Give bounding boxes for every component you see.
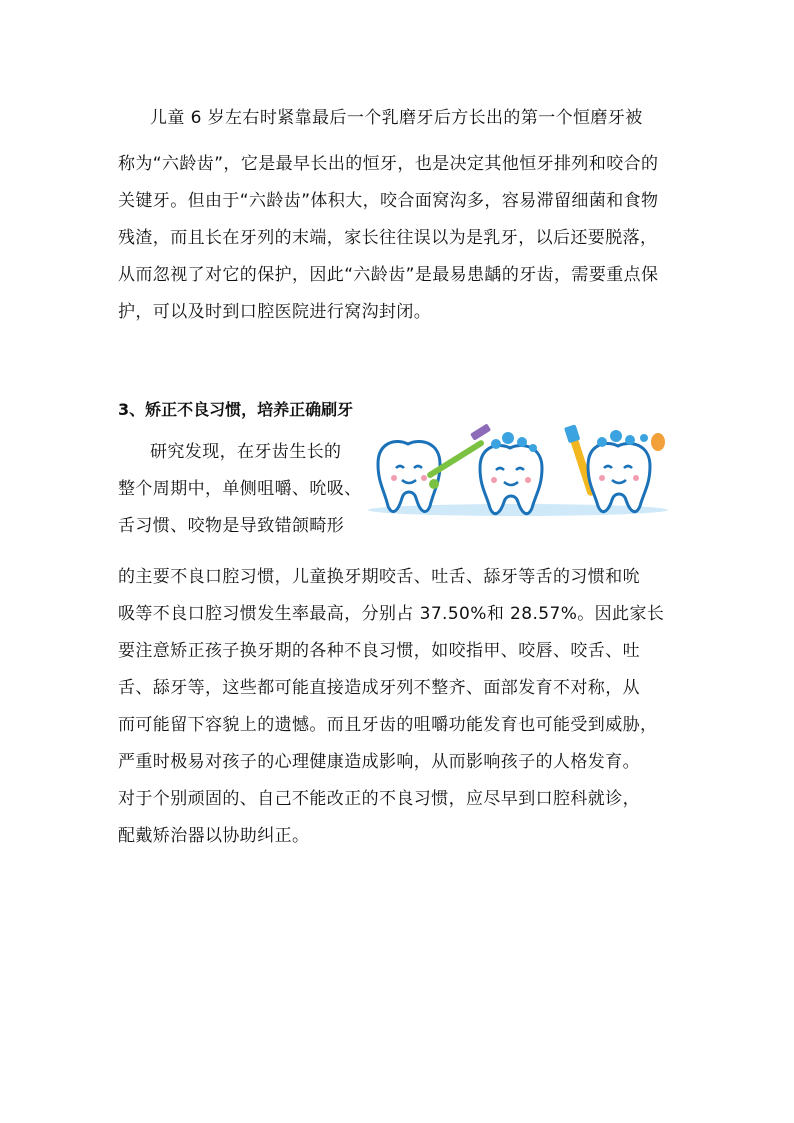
section3-line-7: 舌、舔牙等，这些都可能直接造成牙列不整齐、面部发育不对称，从 [118, 678, 640, 698]
tooth-middle-icon [480, 432, 542, 514]
section3-line-5: 吸等不良口腔习惯发生率最高，分别占 37.50%和 28.57%。因此家长 [118, 604, 665, 624]
paragraph1-line-6: 护，可以及时到口腔医院进行窝沟封闭。 [118, 302, 432, 322]
paragraph1-line-4: 残渣，而且长在牙列的末端，家长往往误以为是乳牙，以后还要脱落， [118, 228, 658, 248]
paragraph1-line-1: 儿童 6 岁左右时紧靠最后一个乳磨牙后方长出的第一个恒磨牙被 [150, 108, 643, 128]
section3-line-6: 要注意矫正孩子换牙期的各种不良习惯，如咬指甲、咬唇、咬舌、吐 [118, 641, 640, 661]
section3-line-4: 的主要不良口腔习惯，儿童换牙期咬舌、吐舌、舔牙等舌的习惯和吮 [118, 567, 640, 587]
paragraph1-line-5: 从而忽视了对它的保护，因此“六龄齿”是最易患龋的牙齿，需要重点保 [118, 265, 659, 285]
section3-line-2: 整个周期中，单侧咀嚼、吮吸、 [118, 479, 362, 499]
section3-line-9: 严重时极易对孩子的心理健康造成影响，从而影响孩子的人格发育。 [118, 752, 640, 772]
section3-line-1: 研究发现，在牙齿生长的 [150, 442, 342, 462]
cartoon-teeth-brushing-icon [368, 424, 680, 520]
section3-heading: 3、矫正不良习惯，培养正确刷牙 [118, 400, 354, 419]
paragraph1-line-2: 称为“六龄齿”，它是最早长出的恒牙，也是决定其他恒牙排列和咬合的 [118, 154, 659, 174]
section3-line-8: 而可能留下容貌上的遗憾。而且牙齿的咀嚼功能发育也可能受到威胁， [118, 715, 658, 735]
section3-line-11: 配戴矫治器以协助纠正。 [118, 826, 310, 846]
section3-line-10: 对于个别顽固的、自己不能改正的不良习惯，应尽早到口腔科就诊， [118, 789, 640, 809]
section3-line-3: 舌习惯、咬物是导致错颌畸形 [118, 516, 345, 536]
paragraph1-line-3: 关键牙。但由于“六龄齿”体积大，咬合面窝沟多，容易滞留细菌和食物 [118, 191, 659, 211]
tooth-right-icon [588, 430, 665, 512]
